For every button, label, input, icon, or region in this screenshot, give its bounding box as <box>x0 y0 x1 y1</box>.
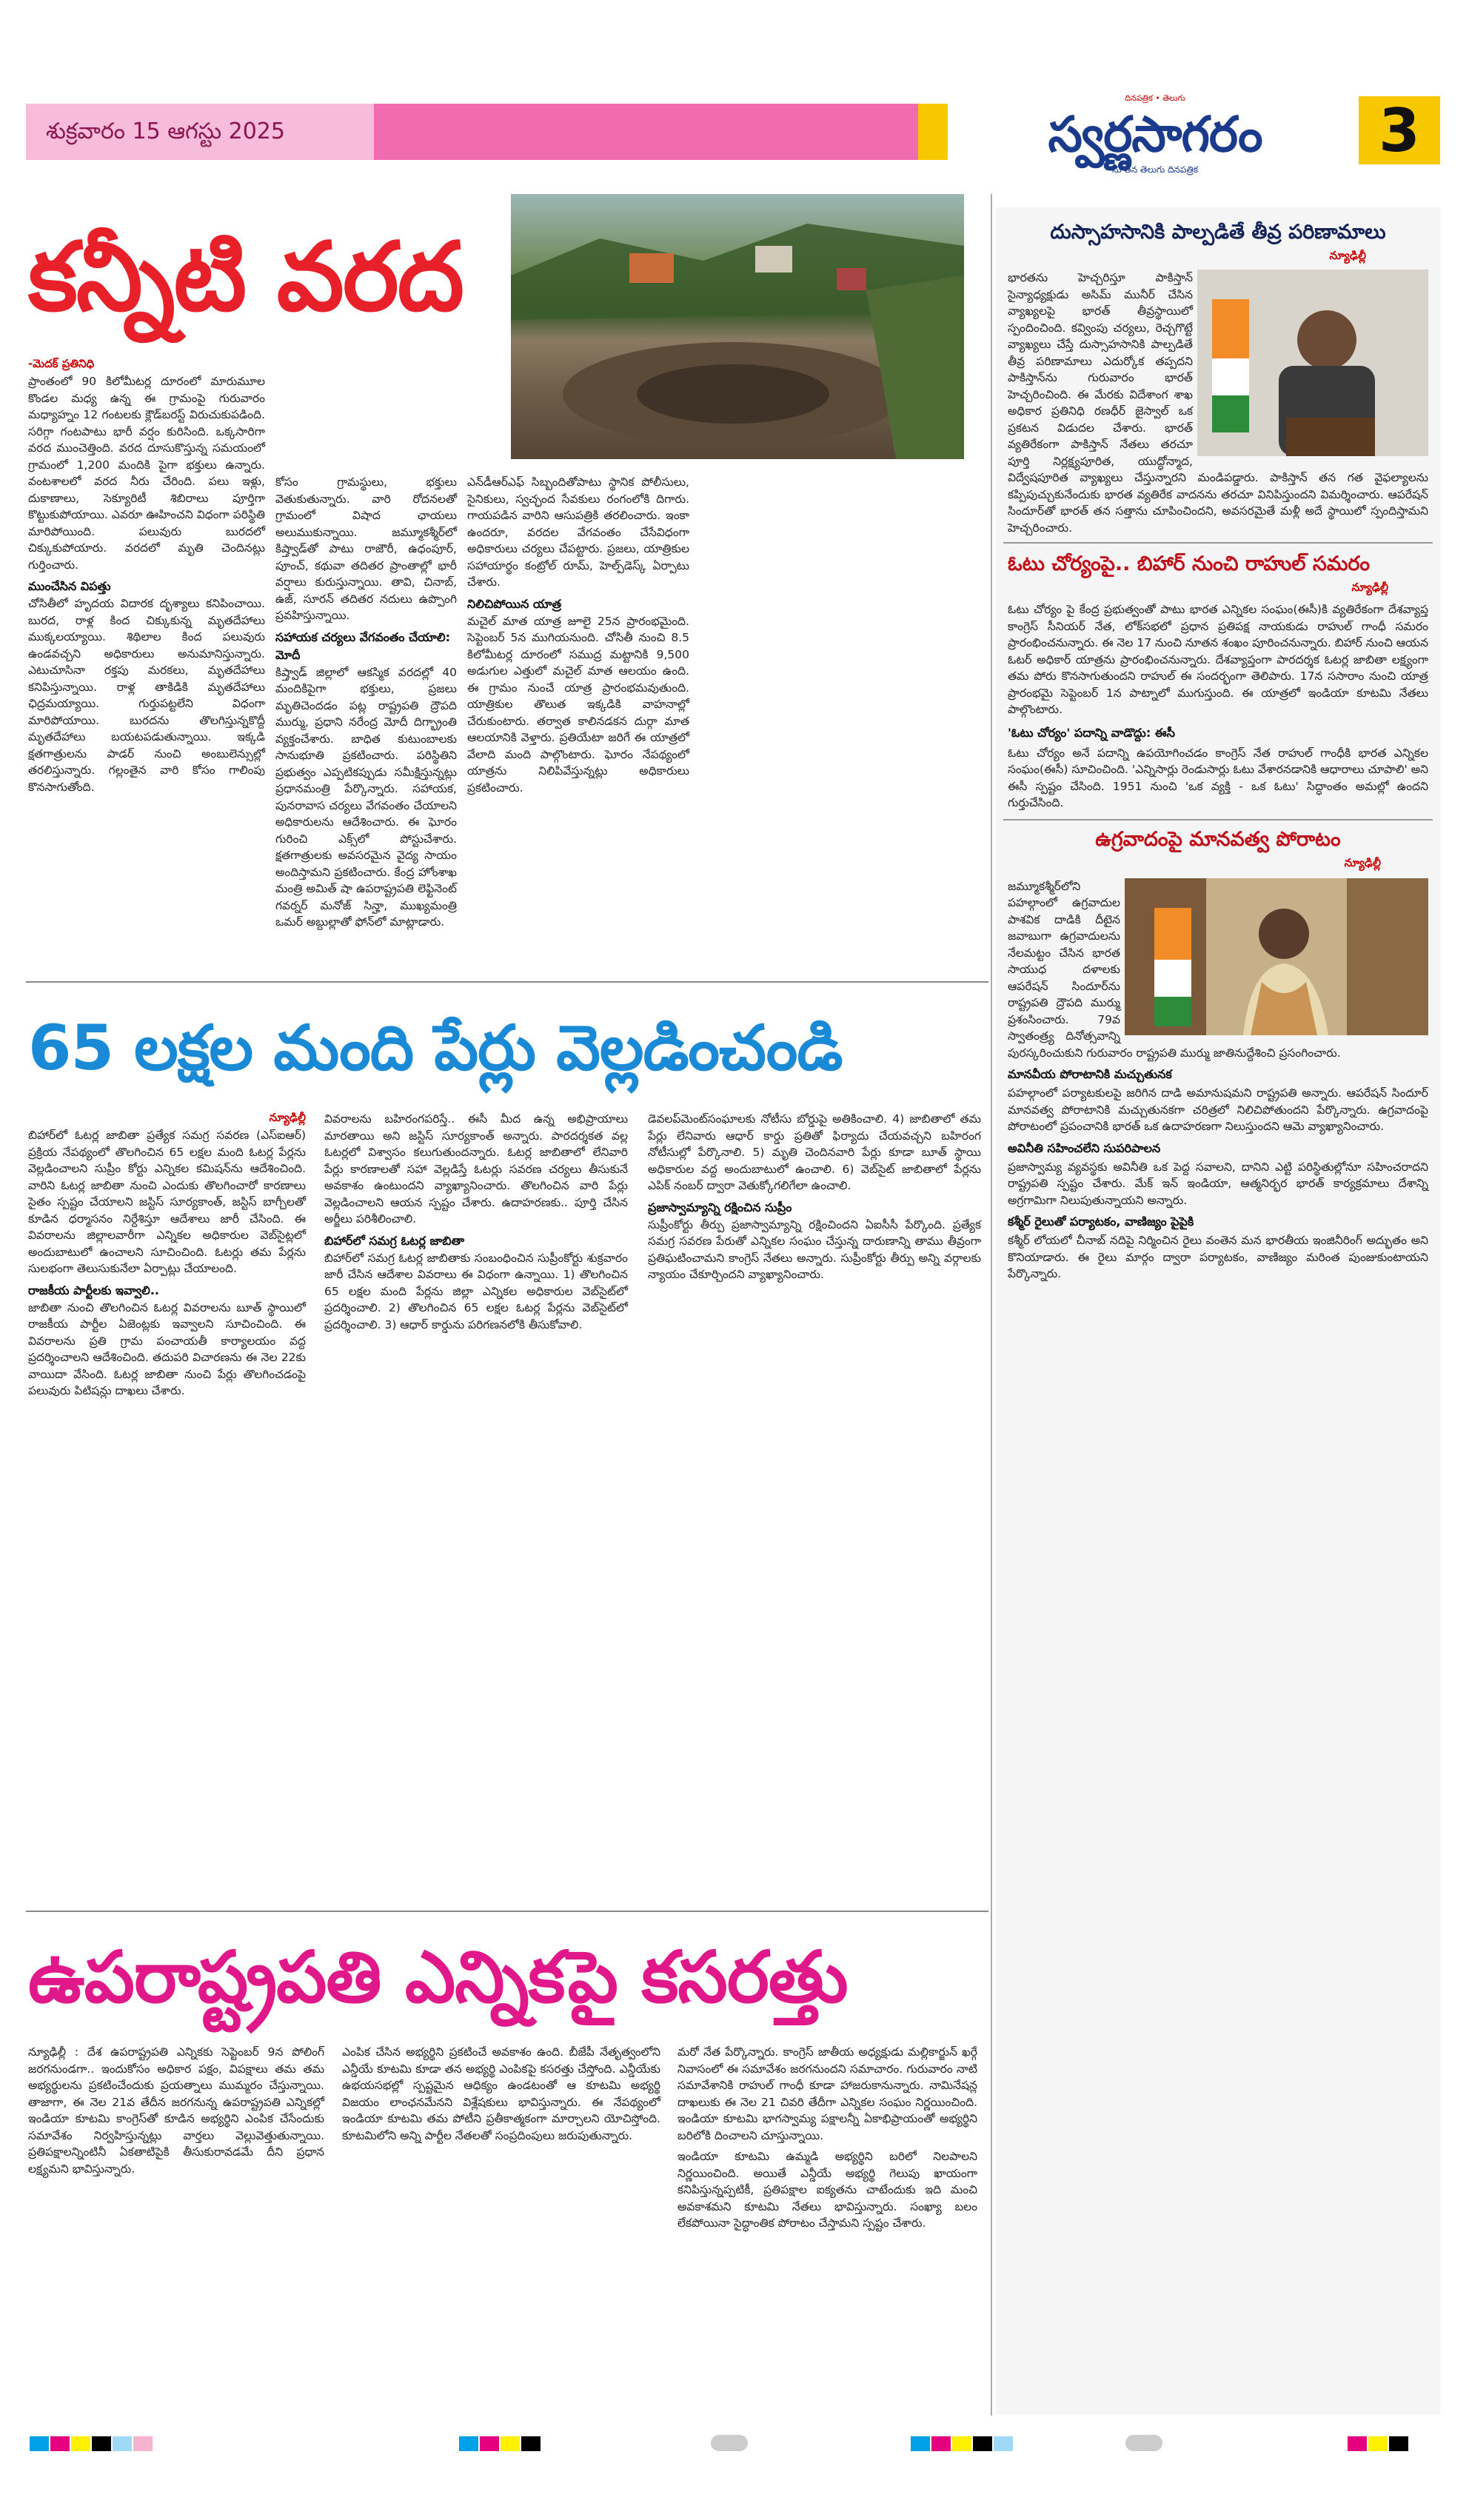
sidebar-story1-text: భారతను హెచ్చరిస్తూ పాకిస్తాన్‌ సైన్యాధ్యక్షుడు అసిమ్‌ మునీర్‌ చేసిన వ్యాఖ్యలపై భారత్‌ తీవ్రస్థాయిలో స్పందించింది. కవ్వింపు చర్యలు, రెచ్చగొట్టే వ్యాఖ్యలు చేస్తే దుస్సాహసానికి పాల్పడితే తీవ్ర పరిణామాలు ఎదుర్కోక తప్పదని పాకిస్తాన్‌ను గురువారం భారత్‌ హెచ్చరించింది. ఈ మేరకు విదేశాంగ శాఖ అధికార ప్రతినిధి రణధీర్‌ జైస్వాల్‌ ఒక ప్రకటన విడుదల చేశారు. భారత్‌ వ్యతిరేకంగా పాకిస్తాన్‌ నేతలు తరచూ పూర్తి నిర్లక్ష్యపూరిత, యుద్ధోన్మాద, విద్వేషపూరిత వ్యాఖ్యలు చేస్తున్నారని మండిపడ్డారు. పాకిస్తాన్‌ తన గత వైఫల్యాలను కప్పిపుచ్చుకునేందుకు భారత వ్యతిరేక వాదనను తరచూ వినిపిస్తుందని విమర్శించారు. ఆపరేషన్‌ సిందూర్‌తో భారత్‌ తన సత్తాను చూపించిందని, అవసరమైతే మళ్లీ అదే స్థాయిలో స్పందిస్తామని హెచ్చరించారు. <box>1008 271 1428 535</box>
sidebar-story2-text: ఓటు చోర్యం పై కేంద్ర ప్రభుత్వంతో పాటు భారత ఎన్నికల సంఘం(ఈసీ)కి వ్యతిరేకంగా దేశవ్యాప్త కాంగ్రెస్‌ సీనియర్‌ నేత, లోక్‌సభలో ప్రధాన ప్రతిపక్ష నాయకుడు రాహుల్‌ గాంధీ సమరం ప్రారంభించనున్నారు. ఈ నెల 17 నుంచి నూతన శంఖం పూరించనున్నారు. బిహార్‌ నుంచి ఆయన ఓటర్‌ అధికార్‌ యాత్రను ప్రారంభించనున్నారు. దేశవ్యాప్తంగా పారదర్శక ఓటర్ల జాబితా లక్ష్యంగా తమ పోరు కొనసాగుతుందని రాహుల్‌ ఈ సందర్భంగా తెలిపారు. 17న ససారాం నుంచి యాత్ర ప్రారంభమై సెప్టెంబర్‌ 1న పాట్నాలో ముగుస్తుంది. ఈ యాత్రలో ఇండియా కూటమి నేతలు పాల్గొంటారు. <box>1008 603 1428 716</box>
story2-col3-text: డెవలప్‌మెంట్‌సంఘాలకు నోటీసు బోర్డుపై అతికించాలి. 4) జాబితాలో తమ పేర్లు లేనివారు ఆధార్‌ కార్డు ప్రతితో ఫిర్యాదు చేయవచ్చని బహిరంగ నోటీసుల్లో పేర్కొనాలి. 5) మృతి చెందినవారి పేర్లు కూడా బూత్‌ స్థాయి అధికారుల వద్ద అందుబాటులో ఉంచాలి. 6) వెబ్‌సైట్‌ జాబితాలో పేర్లను ఎపిక్‌ నంబర్‌ ద్వారా వెతుక్కోగలిగేలా ఉంచాలి. <box>648 1112 981 1192</box>
sidebar-story1-byline: న్యూఢిల్లీ <box>1329 249 1366 262</box>
official-portrait-art <box>1197 270 1428 456</box>
flood-photo-art <box>511 194 964 459</box>
story1-col2 <box>275 474 457 935</box>
story3-col4-text: ఇండియా కూటమి ఉమ్మడి అభ్యర్థిని బరిలో నిలపాలని నిర్ణయించింది. అయితే ఎన్డీయే అభ్యర్థి గెలుపు ఖాయంగా కనిపిస్తున్నప్పటికీ, ప్రతిపక్షాల ఐక్యతను చాటేందుకు ఇది మంచి అవకాశమని కూటమి నేతలు భావిస్తున్నారు. సంఖ్యా బలం లేకపోయినా సైద్ధాంతిక పోరాటం చేస్తామని స్పష్టం చేశారు. <box>677 2150 977 2230</box>
sidebar-story3-text2: పహల్గాంలో పర్యాటకులపై జరిగిన దాడి అమానుషమని రాష్ట్రపతి అన్నారు. ఆపరేషన్‌ సిందూర్‌ మానవత్వ పోరాటానికి మచ్చుతునకగా చరిత్రలో నిలిచిపోతుందని పేర్కొన్నారు. ఉగ్రవాదంపై పోరాటంలో ప్రపంచానికి భారత్‌ ఒక ఉదాహరణగా నిలుస్తుందని ఆమె వ్యాఖ్యానించారు. <box>1008 1086 1428 1133</box>
story2-col1b-text: జాబితా నుంచి తొలగించిన ఓటర్ల వివరాలను బూత్‌ స్థాయిలో రాజకీయ పార్టీల ఏజెంట్లకు ఇవ్వాలని సూచించింది. ఈ వివరాలను ప్రతి గ్రామ పంచాయతీ కార్యాలయం వద్ద ప్రదర్శించాలని ఆదేశించింది. తదుపరి విచారణను ఈ నెల 22కు వాయిదా వేసింది. ఓటర్ల జాబితా నుంచి పేర్లు తొలగించడంపై పలువురు పిటిషన్లు దాఖలు చేశారు. <box>28 1300 306 1397</box>
story3-col2 <box>342 2044 660 2148</box>
story3-col3 <box>677 2044 977 2236</box>
story3-col1-text: న్యూఢిల్లీ : దేశ ఉపరాష్ట్రపతి ఎన్నికకు సెప్టెంబర్‌ 9న పోలింగ్‌ జరగనుండగా.. ఇందుకోసం అధికార పక్షం, విపక్షాలు తమ తమ అభ్యర్థులను ప్రకటించేందుకు ప్రయత్నాలు ముమ్మరం చేస్తున్నాయి. తాజాగా, ఈ నెల 21వ తేదీన జరగనున్న ఉపరాష్ట్రపతి ఎన్నికల్లో ఇండియా కూటమి కాంగ్రెస్‌తో కూడిన అభ్యర్థిని ఎంపిక చేసేందుకు సమావేశం నిర్వహిస్తున్నట్లు వార్తలు వెల్లువెత్తుతున్నాయి. ప్రతిపక్షాలన్నింటినీ ఏకతాటిపైకి తీసుకురావడమే దీని ప్రధాన లక్ష్యమని భావిస్తున్నారు. <box>28 2045 324 2176</box>
story2-col3b-text: సుప్రీంకోర్టు తీర్పు ప్రజాస్వామ్యాన్ని రక్షించిందని ఏఐసీసీ పేర్కొంది. ప్రత్యేక సమగ్ర సవరణ పేరుతో ఎన్నికల సంఘం చేస్తున్న దారుణాన్ని తాము తీవ్రంగా ప్రతిఘటించామని కాంగ్రెస్‌ నేతలు అన్నారు. సుప్రీంకోర్టు తీర్పు అన్ని వర్గాలకు న్యాయం చేకూర్చిందని వ్యాఖ్యానించారు. <box>648 1217 981 1281</box>
header-bar-yellow-left <box>918 104 948 160</box>
sidebar-story2-sub: 'ఓటు చోర్యం' పదాన్ని వాడొద్దు: ఈసీ <box>1008 725 1175 740</box>
divider-2 <box>26 1911 988 1912</box>
story2-byline: న్యూఢిల్లీ <box>269 1111 306 1124</box>
story2-col2b-text: బిహార్‌లో సమగ్ర ఓటర్ల జాబితాకు సంబంధించిన సుప్రీంకోర్టు శుక్రవారం జారీ చేసిన ఆదేశాల వివరాలు ఈ విధంగా ఉన్నాయి. 1) తొలగించిన 65 లక్షల మంది పేర్లను జిల్లా ఎన్నికల అధికారుల వెబ్‌సైట్‌లో ప్రదర్శించాలి. 2) తొలగించిన 65 లక్షల ఓటర్ల పేర్లను వెబ్‌సైట్‌లో ప్రదర్శించాలి. 3) ఆధార్‌ కార్డును పరిగణనలోకి తీసుకోవాలి. <box>324 1251 628 1331</box>
story1-col2-text: కోసం గ్రామస్థులు, భక్తులు వెతుకుతున్నారు. వారి రోదనలతో గ్రామంలో విషాద ఛాయలు అలుముకున్నాయి. జమ్మూకశ్మీర్‌లో కిష్త్వాడ్‌తో పాటు రాజౌరీ, ఉధంపూర్‌, పూంచ్‌, కథువా తదితర ప్రాంతాల్లో భారీ వర్షాలు కురుస్తున్నాయి. తావి, చినాబ్‌, ఉజ్‌, సూరన్‌ తదితర నదులు ఉప్పొంగి ప్రవహిస్తున్నాయి. <box>275 475 457 622</box>
president-photo-art <box>1125 878 1428 1035</box>
sidebar-story3-byline: న్యూఢిల్లీ <box>1344 855 1381 869</box>
story1-col1b-text: చోసితీలో హృదయ విదారక దృశ్యాలు కనిపించాయి. బురద, రాళ్ల కింద చిక్కుకున్న మృతదేహాలు ముక్కలయ్యాయి. శిథిలాల కింద పలువురు ఉండవచ్చని అధికారులు అనుమానిస్తున్నారు. ఎటుచూసినా రక్తపు మరకలు, మృతదేహాలు కనిపిస్తున్నాయి. రాళ్ల తాకిడికి మృతదేహాలు ఛిద్రమయ్యాయి. గుర్తుపట్టలేని విధంగా మారిపోయాయి. బురదను తొలగిస్తున్నకొద్దీ మృతదేహాలు బయటపడుతున్నాయి. ఇక్కడి క్షతగాత్రులను పాడర్‌ నుంచి అంబులెన్సుల్లో తరలిస్తున్నారు. గల్లంతైన వారి కోసం గాలింపు కొనసాగుతోంది. <box>28 597 265 794</box>
story3-col3-text: మరో నేత పేర్కొన్నారు. కాంగ్రెస్‌ జాతీయ అధ్యక్షుడు మల్లికార్జున్‌ ఖర్గే నివాసంలో ఈ సమావేశం జరగనుందని సమాచారం. గురువారం నాటి సమావేశానికి రాహుల్‌ గాంధీ కూడా హాజరుకానున్నారు. నామినేషన్ల దాఖలుకు ఈ నెల 21 చివరి తేదీగా ఎన్నికల సంఘం నిర్ణయించింది. ఇండియా కూటమి భాగస్వామ్య పక్షాలన్నీ ఏకాభిప్రాయంతో అభ్యర్థిని బరిలోకి దించాలని చూస్తున్నాయి. <box>677 2045 977 2142</box>
flood-photo <box>511 194 964 459</box>
sidebar-story3-sub3: కశ్మీర్‌ రైలుతో పర్యాటకం, వాణిజ్యం పైపైకి <box>1008 1214 1194 1229</box>
sidebar-story3-text4: కశ్మీర్‌ లోయలో చీనాబ్‌ నదిపై నిర్మించిన రైలు వంతెన మన భారతీయ ఇంజినీరింగ్‌ అద్భుతం అని కొనియాడారు. ఈ రైలు మార్గం ద్వారా పర్యాటకం, వాణిజ్యం మరింత పుంజుకుంటాయని పేర్కొన్నారు. <box>1008 1234 1428 1280</box>
story3-headline: ఉపరాష్ట్రపతి ఎన్నికపై కసరత్తు <box>28 1936 848 2019</box>
sidebar-photo2 <box>1125 878 1428 1035</box>
story2-sub3: ప్రజాస్వామ్యాన్ని రక్షించిన సుప్రీం <box>648 1200 792 1214</box>
sidebar-photo1 <box>1197 270 1428 456</box>
story2-sub1: రాజకీయ పార్టీలకు ఇవ్వాలి.. <box>28 1283 159 1297</box>
story3-col2-text: ఎంపిక చేసిన అభ్యర్థిని ప్రకటించే అవకాశం ఉంది. బీజేపీ నేతృత్వంలోని ఎన్డీయే కూటమి కూడా తన అభ్యర్థి ఎంపికపై కసరత్తు చేస్తోంది. ఎన్డీయేకు ఉభయసభల్లో స్పష్టమైన ఆధిక్యం ఉండటంతో ఆ కూటమి అభ్యర్థి విజయం లాంఛనమేనని విశ్లేషకులు భావిస్తున్నారు. ఈ నేపథ్యంలో ఇండియా కూటమి తమ పోటీని ప్రతీకాత్మకంగా మార్చాలని యోచిస్తోంది. కూటమిలోని అన్ని పార్టీల నేతలతో సంప్రదింపులు జరుపుతున్నారు. <box>342 2045 660 2142</box>
color-strip-left <box>30 2436 154 2454</box>
story1-sub1: ముంచేసిన విపత్తు <box>28 579 111 593</box>
masthead-title: స్వర్ణసాగరం <box>1048 106 1262 163</box>
story2-col2 <box>324 1111 628 1337</box>
sidebar-story1-headline: దుస్సాహసానికి పాల్పడితే తీవ్ర పరిణామాలు <box>1050 221 1386 244</box>
sidebar-story3-sub1: మానవీయ పోరాటానికి మచ్చుతునక <box>1008 1067 1172 1081</box>
sidebar-story2-byline: న్యూఢిల్లీ <box>1351 581 1388 594</box>
sidebar-story3-text3: ప్రజాస్వామ్య వ్యవస్థకు అవినీతి ఒక పెద్ద సవాలని, దానిని ఎట్టి పరిస్థితుల్లోనూ సహించరాదని రాష్ట్రపతి స్పష్టం చేశారు. మేక్‌ ఇన్‌ ఇండియా, ఆత్మనిర్భర భారత్‌ కార్యక్రమాలు దేశాన్ని అగ్రగామిగా నిలుపుతున్నాయని అన్నారు. <box>1008 1160 1428 1207</box>
story2-headline: 65 లక్షల మంది పేర్లు వెల్లడించండి <box>28 1012 843 1084</box>
sidebar <box>996 207 1440 2414</box>
story1-col3-text: ఎన్‌డీఆర్‌ఎఫ్‌ సిబ్బందితోపాటు స్థానిక పోలీసులు, సైనికులు, స్వచ్ఛంద సేవకులు రంగంలోకి దిగారు. గాయపడిన వారిని ఆసుపత్రికి తరలించారు. ఇంకా ఉందరూ, వరదల వేగవంతం చేసేవిధంగా అధికారులు చర్యలు చేపట్టారు. ప్రజలు, యాత్రికుల సహాయార్థం కంట్రోల్‌ రూమ్‌, హెల్ప్‌డెస్క్‌ ఏర్పాటు చేశారు. <box>467 475 689 589</box>
story2-sub2: బిహార్‌లో సమగ్ర ఓటర్ల జాబితా <box>324 1233 465 1248</box>
masthead-top: దినపత్రిక • తెలుగు <box>1125 93 1185 103</box>
story2-col3 <box>648 1111 981 1288</box>
sidebar-story3-sub2: అవినీతి సహించలేని సుపరిపాలన <box>1008 1140 1161 1155</box>
page-number: 3 <box>1379 96 1420 165</box>
column-rule <box>991 194 992 2416</box>
story2-col2-text: వివరాలను బహిరంగపరిస్తే.. ఈసీ మీద ఉన్న అభిప్రాయాలు మారతాయి అని జస్టిస్‌ సూర్యకాంత్‌ అన్నారు. పారదర్శకత వల్ల ఓటర్లలో విశ్వాసం కలుగుతుందన్నారు. ఓటర్ల జాబితాలో లేనివారి పేర్లు కారణాలతో సహా వెల్లడిస్తే ఓటర్లు సవరణ చర్యలు తీసుకునే అవకాశం ఉంటుందని వ్యాఖ్యానించారు. తొలగించిన వారి పేర్లు వెల్లడించాలని ఆయన స్పష్టం చేశారు. ఉదాహరణకు.. పూర్తి చేసిన అర్జీలు పరిశీలించాలి. <box>324 1112 628 1226</box>
story1-sub3: నిలిచిపోయిన యాత్ర <box>467 596 562 611</box>
sidebar-story3-text: జమ్మూకశ్మీర్‌లోని పహల్గాంలో ఉగ్రవాదుల పాశవిక దాడికి దీటైన జవాబుగా ఉగ్రవాదులను నేలమట్టం చేసిన భారత సాయుధ దళాలకు ఆపరేషన్‌ సిందూర్‌ను రాష్ట్రపతి ద్రౌపది ముర్ము ప్రశంసించారు. 79వ స్వాతంత్ర్య దినోత్సవాన్ని పురస్కరించుకుని గురువారం రాష్ట్రపతి ముర్ము జాతినుద్దేశించి ప్రసంగించారు. <box>1008 879 1341 1060</box>
register-pill-1 <box>711 2435 748 2451</box>
sidebar-story3-headline: ఉగ్రవాదంపై మానవత్వ పోరాటం <box>1095 827 1341 851</box>
story1-col1-text: ప్రాంతంలో 90 కిలోమీటర్ల దూరంలో మారుమూల కొండల మధ్య ఉన్న ఈ గ్రామంపై గురువారం మధ్యాహ్నం 12 గంటలకు క్లౌడ్‌బరస్ట్‌ విరుచుకుపడింది. సరిగ్గా గంటపాటు భారీ వర్షం కురిసింది. ఒక్కసారిగా వరద ముంచెత్తింది. వరద దూసుకొస్తున్న సమయంలో గ్రామంలో 1,200 మందికి పైగా భక్తులు ఉన్నారు. వంటశాలలో వరద నీరు చేరింది. పలు ఇళ్లు, దుకాణాలు, సెక్యూరిటీ శిబిరాలు పూర్తిగా కొట్టుకుపోయాయి. ఎవరూ ఊహించని విధంగా పరిస్థితి మారిపోయింది. పలువురు బురదలో చిక్కుకుపోయారు. వరదలో మృతి చెందినట్లు గుర్తించారు. <box>28 375 265 572</box>
story1-headline: కన్నీటి వరద <box>28 222 463 332</box>
story1-sub2: సహాయక చర్యలు వేగవంతం చేయాలి: మోదీ <box>275 629 451 662</box>
page-number-box <box>1359 96 1440 164</box>
story3-col1 <box>28 2044 324 2182</box>
story1-col3b-text: మచైల్‌ మాత యాత్ర జూలై 25న ప్రారంభమైంది. సెప్టెంబర్‌ 5న ముగియనుంది. చోసితీ నుంచి 8.5 కిలోమీటర్ల దూరంలో సముద్ర మట్టానికి 9,500 అడుగుల ఎత్తులో మచైల్‌ మాత ఆలయం ఉంది. ఈ గ్రామం నుంచే యాత్ర ప్రారంభమవుతుంది. యాత్రికుల తొలుత ఇక్కడికి వాహనాల్లో చేరుకుంటారు. తర్వాత కాలినడకన దుర్గా మాత ఆలయానికి వెళ్తారు. ప్రతియేటా జరిగే ఈ యాత్రలో వేలాది మంది పాల్గొంటారు. ఘోరం నేపథ్యంలో యాత్రను నిలిపివేస్తున్నట్లు అధికారులు ప్రకటించారు. <box>467 614 689 795</box>
sidebar-story2-text2: ఓటు చోర్యం అనే పదాన్ని ఉపయోగించడం కాంగ్రెస్‌ నేత రాహుల్‌ గాంధీకి భారత ఎన్నికల సంఘం(ఈసీ) సూచించింది. 'ఎన్నిసార్లు రెండుసార్లు ఓటు వేశారనడానికి ఆధారాలు చూపాలి' అని ఈసీ స్పష్టం చేసింది. 1951 నుంచి 'ఒక వ్యక్తి - ఒక ఓటు' సిద్ధాంతం అమల్లో ఉందని గుర్తుచేసింది. <box>1008 746 1428 809</box>
color-strip-far-right <box>1348 2436 1410 2454</box>
story1-byline: -మెదక్‌ ప్రతినిధి <box>28 357 95 370</box>
masthead-tagline: నూతన తెలుగు దినపత్రిక <box>1111 164 1199 175</box>
masthead <box>963 93 1348 179</box>
story2-col1 <box>28 1111 306 1404</box>
story1-col1 <box>28 357 265 800</box>
sidebar-story2-headline: ఓటు చోర్యంపై.. బిహార్‌ నుంచి రాహుల్‌ సమరం <box>1008 552 1371 575</box>
register-pill-2 <box>1125 2435 1162 2451</box>
story2-col1-text: బిహార్‌లో ఓటర్ల జాబితా ప్రత్యేక సమగ్ర సవరణ (ఎస్‌ఐఆర్‌) ప్రక్రియ నేపథ్యంలో తొలగించిన 65 లక్షల మంది ఓటర్ల పేర్లను వెల్లడించాలని సుప్రీం కోర్టు ఎన్నికల కమిషన్‌ను ఆదేశించింది. వారిని ఓటర్ల జాబితా నుంచి ఎందుకు తొలగించారో కారణాలు సైతం స్పష్టం చేయాలని జస్టిస్‌ సూర్యకాంత్‌, జస్టిస్‌ బాగ్చీలతో కూడిన ధర్మాసనం నిర్దేశిస్తూ ఆదేశాలు జారీ చేసింది. ఈ వివరాలను జిల్లాలవారీగా ఎన్నికల అధికారుల వెబ్‌సైట్లలో అందుబాటులో ఉంచాలని సూచించింది. ఓటర్లు తమ పేర్లను సులభంగా తెలుసుకునేలా ఏర్పాట్లు చేయాలంది. <box>28 1129 306 1275</box>
color-strip-mid <box>459 2436 542 2454</box>
story1-col2b-text: కిష్త్వాడ్‌ జిల్లాలో ఆకస్మిక వరదల్లో 40 మందికిపైగా భక్తులు, ప్రజలు మృతిచెందడం పట్ల రాష్ట్రపతి ద్రౌపది ముర్ము, ప్రధాని నరేంద్ర మోదీ దిగ్భ్రాంతి వ్యక్తంచేశారు. బాధిత కుటుంబాలకు సానుభూతి ప్రకటించారు. పరిస్థితిని ప్రభుత్వం ఎప్పటికప్పుడు సమీక్షిస్తున్నట్లు ప్రధానమంత్రి పేర్కొన్నారు. సహాయక, పునరావాస చర్యలు వేగవంతం చేయాలని అధికారులను ఆదేశించారు. ఈ ఘోరం గురించి ఎక్స్‌లో పోస్టుచేశారు. క్షతగాత్రులకు అవసరమైన వైద్య సాయం అందిస్తామని ప్రకటించారు. కేంద్ర హోంశాఖ మంత్రి అమిత్‌ షా ఉపరాష్ట్రపతి లెఫ్టినెంట్‌ గవర్నర్‌ మనోజ్‌ సిన్హా, ముఖ్యమంత్రి ఒమర్‌ అబ్దుల్లాతో ఫోన్‌లో మాట్లాడారు. <box>275 665 457 929</box>
header-date: శుక్రవారం 15 ఆగస్టు 2025 <box>46 118 285 144</box>
divider-1 <box>26 981 988 983</box>
color-strip-right <box>911 2436 1014 2454</box>
story1-col3 <box>467 474 689 801</box>
